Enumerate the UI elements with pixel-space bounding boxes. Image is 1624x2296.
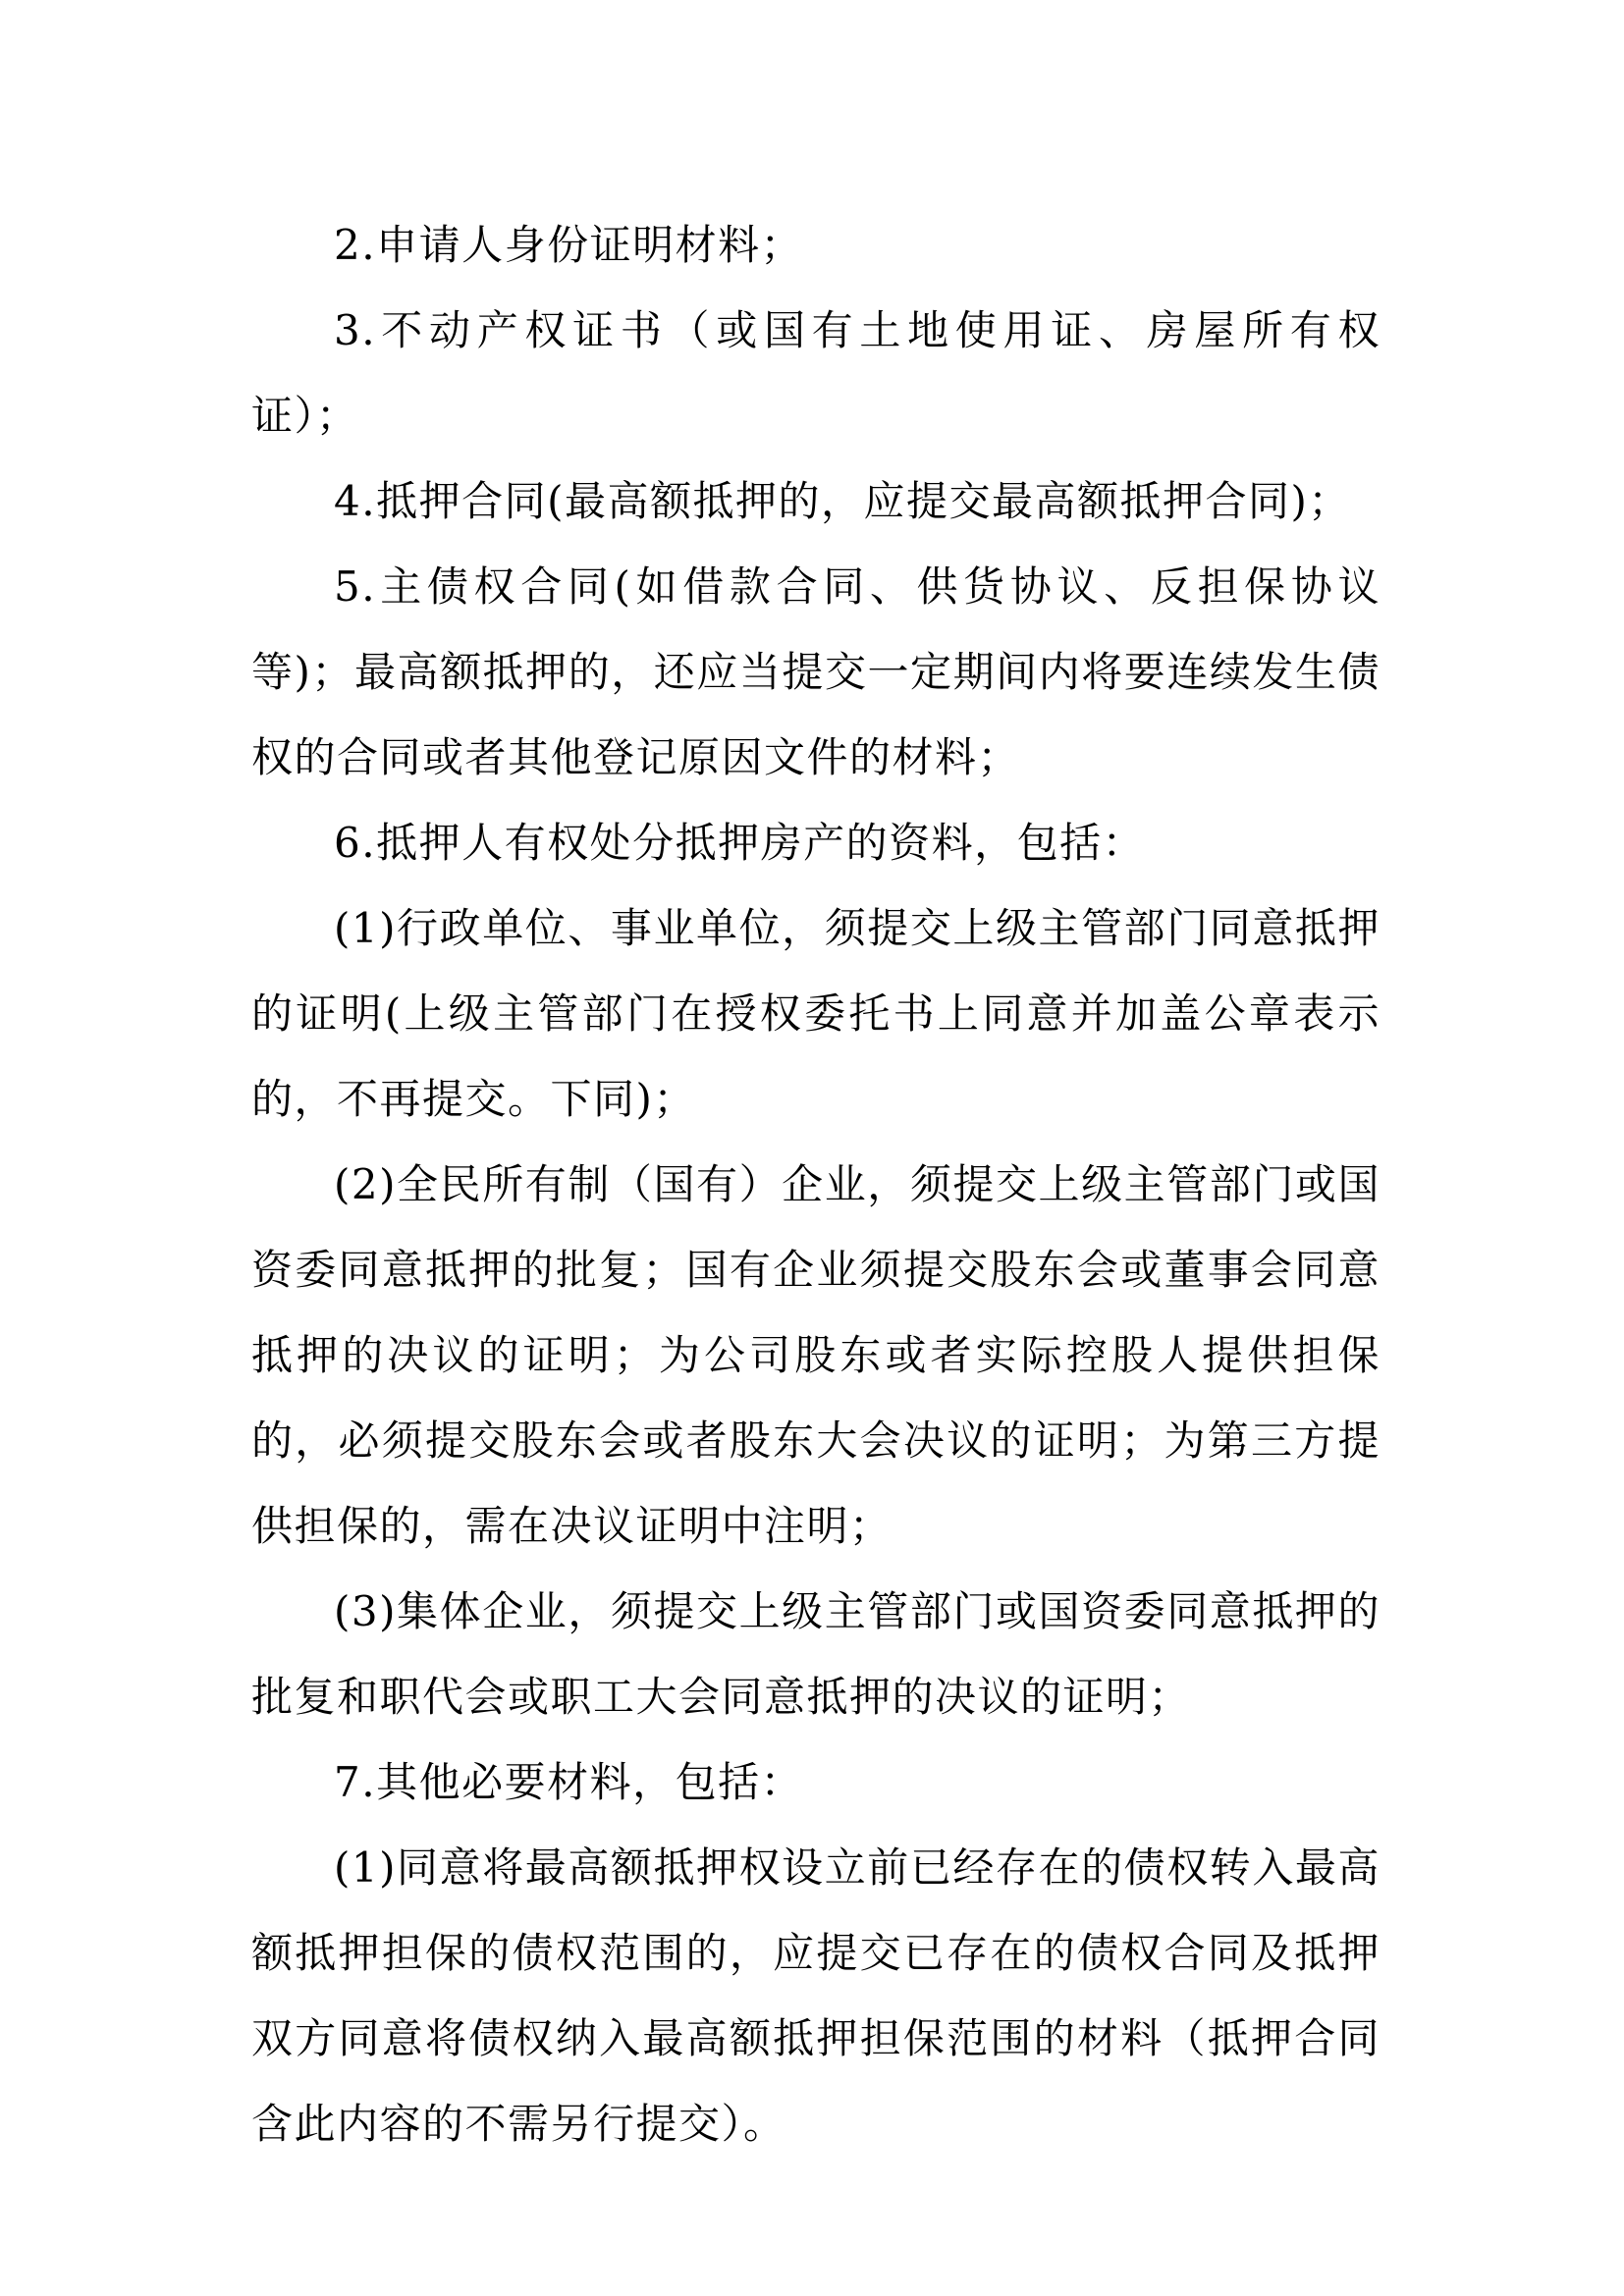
paragraph-subitem-6-3-collective: (3)集体企业，须提交上级主管部门或国资委同意抵押的批复和职代会或职工大会同意抵押的决议的证明；	[251, 1587, 1380, 1721]
paragraph-item-3-property-certificate: 3.不动产权证书（或国有土地使用证、房屋所有权证）；	[251, 306, 1380, 440]
paragraph-subitem-7-1-existing-debt: (1)同意将最高额抵押权设立前已经存在的债权转入最高额抵押担保的债权范围的，应提交已存在的债权合同及抵押双方同意将债权纳入最高额抵押担保范围的材料（抵押合同含此内容的不需另行提交）。	[251, 1843, 1380, 2148]
document-body	[251, 202, 1380, 2166]
paragraph-item-5-main-debt-contract: 5.主债权合同(如借款合同、供货协议、反担保协议等)；最高额抵押的，还应当提交一定期间内将要连续发生债权的合同或者其他登记原因文件的材料；	[251, 562, 1380, 781]
paragraph-item-7-other-materials: 7.其他必要材料，包括：	[334, 1758, 804, 1806]
paragraph-subitem-6-2-state-owned: (2)全民所有制（国有）企业，须提交上级主管部门或国资委同意抵押的批复；国有企业须提交股东会或董事会同意抵押的决议的证明；为公司股东或者实际控股人提供担保的，必须提交股东会或者股东大会决议的证明；为第三方提供担保的，需在决议证明中注明；	[251, 1160, 1380, 1550]
paragraph-item-6-disposal-rights: 6.抵押人有权处分抵押房产的资料，包括：	[334, 819, 1146, 867]
paragraph-item-4-mortgage-contract: 4.抵押合同(最高额抵押的，应提交最高额抵押合同)；	[334, 477, 1351, 525]
paragraph-subitem-6-1-admin-units: (1)行政单位、事业单位，须提交上级主管部门同意抵押的证明(上级主管部门在授权委托书上同意并加盖公章表示的，不再提交。下同)；	[251, 904, 1380, 1123]
paragraph-item-2-identity: 2.申请人身份证明材料；	[334, 221, 804, 269]
